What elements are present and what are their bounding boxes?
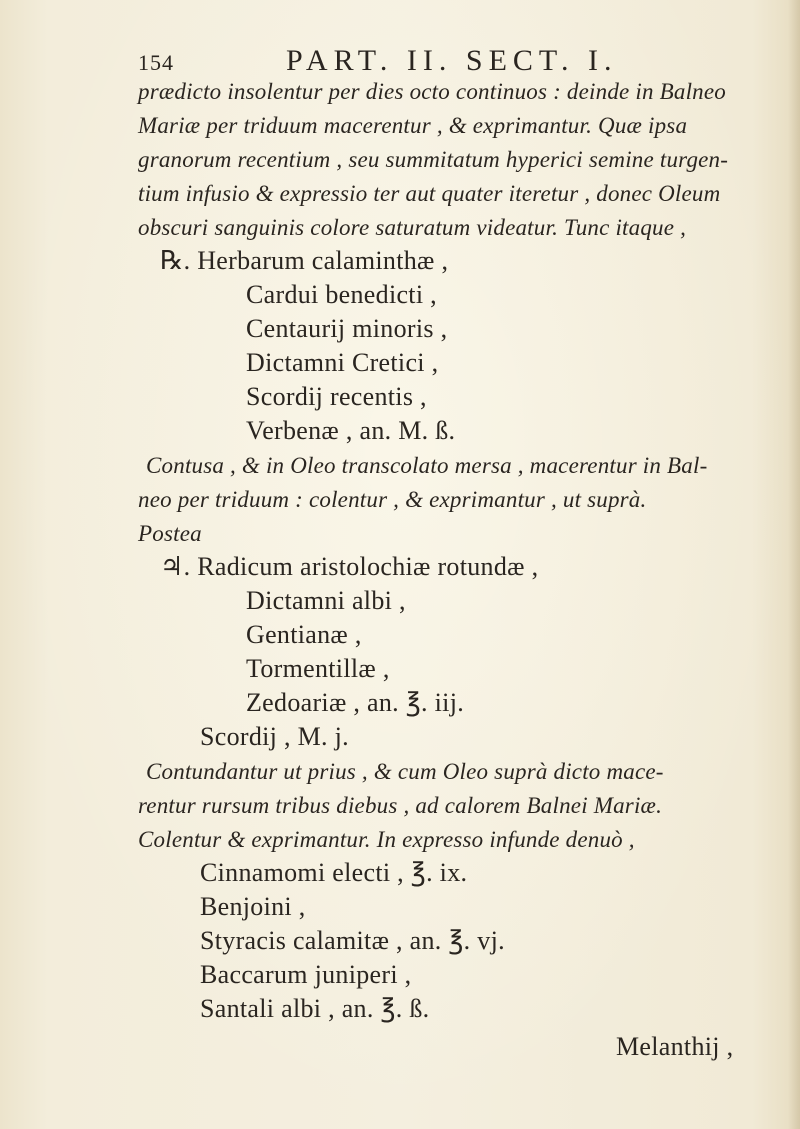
running-head: PART. II. SECT. I. (286, 44, 618, 77)
recipe-line: Scordij recentis , (246, 382, 427, 411)
recipe-line: Dictamni albi , (246, 586, 406, 615)
recipe-line: Zedoariæ , an. ℥. iij. (246, 688, 465, 717)
catchword: Melanthij , (616, 1032, 734, 1061)
recipe-line: Cardui benedicti , (246, 280, 437, 309)
text-line: Contusa , & in Oleo transcolato mersa , macerentur in Bal- (146, 453, 708, 478)
text-line: prædicto insolentur per dies octo continuos : deinde in Balneo (138, 79, 726, 104)
recipe-line: Cinnamomi electi , ℥. ix. (200, 858, 468, 887)
text-line: Colentur & exprimantur. In expresso infunde denuò , (138, 827, 635, 852)
text-line: granorum recentium , seu summitatum hyperici semine turgen- (138, 147, 729, 172)
recipe-line: Verbenæ , an. M. ß. (246, 416, 456, 445)
recipe-line: ℞. Herbarum calaminthæ , (160, 246, 449, 275)
recipe-line: ♃. Radicum aristolochiæ rotundæ , (160, 552, 539, 581)
page-edge-shadow (788, 0, 800, 1129)
recipe-line: Dictamni Cretici , (246, 348, 439, 377)
recipe-line: Benjoini , (200, 892, 306, 921)
recipe-line: Centaurij minoris , (246, 314, 448, 343)
recipe-line: Santali albi , an. ℥. ß. (200, 994, 430, 1023)
recipe-line: Scordij , M. j. (200, 722, 349, 751)
page-header (138, 44, 698, 84)
text-line: obscuri sanguinis colore saturatum videatur. Tunc itaque , (138, 215, 687, 240)
text-line: Contundantur ut prius , & cum Oleo suprà dicto mace- (146, 759, 664, 784)
text-line: rentur rursum tribus diebus , ad calorem Balnei Mariæ. (138, 793, 663, 818)
recipe-line: Tormentillæ , (246, 654, 390, 683)
text-line: neo per triduum : colentur , & exprimantur , ut suprà. (138, 487, 647, 512)
recipe-line: Baccarum juniperi , (200, 960, 412, 989)
text-line: tium infusio & expressio ter aut quater iteretur , donec Oleum (138, 181, 721, 206)
text-line: Mariæ per triduum macerentur , & exprimantur. Quæ ipsa (138, 113, 688, 138)
recipe-line: Gentianæ , (246, 620, 362, 649)
recipe-line: Styracis calamitæ , an. ℥. vj. (200, 926, 505, 955)
page-number: 154 (138, 50, 174, 75)
text-line: Postea (138, 521, 202, 546)
